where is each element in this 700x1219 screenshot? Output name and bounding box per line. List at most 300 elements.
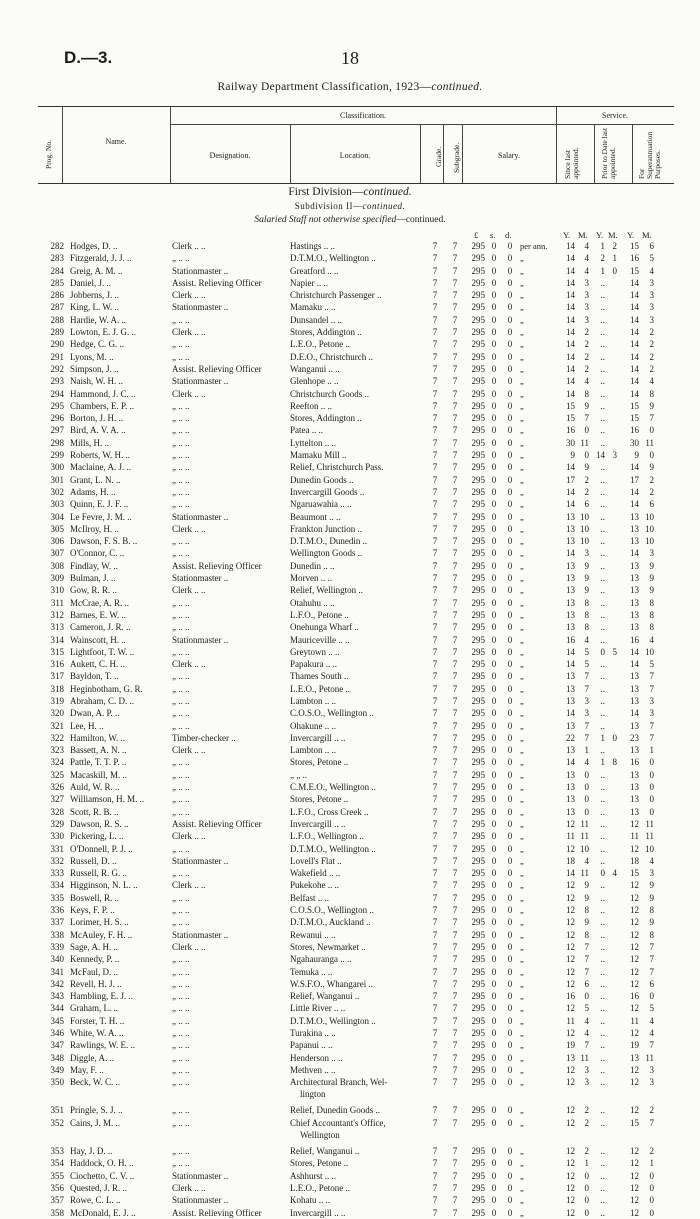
designation: Clerk .. .. [172,831,206,842]
designation: Clerk .. .. [172,659,206,670]
unit-y1: Y. [563,230,571,240]
grade: 7 [432,646,438,657]
staff-name: Russell, D. .. [70,855,117,866]
prog-no: 317 [50,671,64,682]
location: Stores, Petone .. [290,757,349,768]
super-months: 8 [649,597,654,608]
subgrade: 7 [452,585,458,596]
designation: Stationmaster .. [172,1195,229,1206]
since-last-years: 14 [566,486,575,497]
prog-no: 290 [50,339,64,350]
salary-period: „ [520,388,524,399]
table-row [0,879,700,891]
salary-period: „ [520,376,524,387]
location: L.E.O., Petone .. [290,1182,350,1193]
prog-no: 314 [50,634,64,645]
grade: 7 [432,388,438,399]
prog-no: 300 [50,462,64,473]
prior-years: .. [600,1015,605,1026]
subgrade: 7 [452,732,458,743]
subgrade: 7 [452,671,458,682]
since-last-years: 12 [566,1117,575,1128]
location: C.O.S.O., Wellington .. [290,708,374,719]
salary-shillings: 0 [491,585,497,596]
subgrade: 7 [452,339,458,350]
salary-pence: 0 [507,1195,513,1206]
salary-shillings: 0 [491,486,497,497]
super-months: 0 [649,1170,654,1181]
prog-no: 303 [50,499,64,510]
salary-pence: 0 [507,843,513,854]
designation: Stationmaster .. [172,265,229,276]
salary-shillings: 0 [491,782,497,793]
prog-no: 336 [50,905,64,916]
since-last-years: 14 [566,290,575,301]
salary-shillings: 0 [491,929,497,940]
salary-period: „ [520,769,524,780]
salary-pounds: 295 [471,499,485,510]
subgrade: 7 [452,1064,458,1075]
table-row [0,929,700,941]
designation: „ .. .. [172,1040,190,1051]
subgrade: 7 [452,548,458,559]
prog-no: 331 [50,843,64,854]
table-row [0,338,700,350]
since-last-years: 12 [566,1207,575,1218]
salary-shillings: 0 [491,609,497,620]
since-last-months: 9 [584,573,589,584]
since-last-years: 12 [566,1077,575,1088]
designation: „ .. .. [172,474,190,485]
subgrade: 7 [452,314,458,325]
salary-pounds: 295 [471,720,485,731]
super-years: 30 [630,437,639,448]
since-last-years: 16 [566,634,575,645]
grade: 7 [432,1207,438,1218]
grade: 7 [432,290,438,301]
prior-years: .. [600,376,605,387]
super-years: 14 [630,486,639,497]
subgrade: 7 [452,757,458,768]
location: Dunedin .. .. [290,560,335,571]
since-last-months: 9 [584,917,589,928]
location: Turakina .. .. [290,1028,336,1038]
grade: 7 [432,880,438,891]
salary-pounds: 295 [471,634,485,645]
prog-no: 305 [50,523,64,534]
designation: Stationmaster .. [172,511,229,522]
since-last-months: 0 [584,806,589,817]
table-row [0,449,700,461]
grade: 7 [432,671,438,682]
location: Belfast .. .. [290,892,329,903]
prior-years: .. [600,1146,605,1157]
salary-pounds: 295 [471,413,485,424]
salary-pounds: 295 [471,425,485,436]
salary-pounds: 295 [471,917,485,928]
salary-pence: 0 [507,536,513,547]
grade: 7 [432,425,438,436]
salary-shillings: 0 [491,806,497,817]
subgrade: 7 [452,363,458,374]
since-last-months: 9 [584,400,589,411]
salary-period: „ [520,695,524,706]
salary-period: „ [520,1207,524,1218]
since-last-months: 6 [584,978,589,989]
subgrade: 7 [452,769,458,780]
super-years: 12 [630,1158,639,1169]
salary-pence: 0 [507,818,513,829]
subgrade: 7 [452,253,458,264]
salary-shillings: 0 [491,831,497,842]
since-last-years: 12 [566,1146,575,1157]
prior-years: .. [600,1064,605,1075]
salary-shillings: 0 [491,302,497,313]
super-months: 7 [649,683,654,694]
since-last-years: 14 [566,646,575,657]
since-last-years: 13 [566,769,575,780]
staff-name: Hambling, E. J. .. [70,991,133,1002]
since-last-years: 14 [566,351,575,362]
header-designation: Designation. [209,151,251,160]
designation: „ .. .. [172,437,190,448]
prior-years: .. [600,880,605,891]
super-years: 16 [630,757,639,768]
grade: 7 [432,302,438,313]
table-row [0,437,700,449]
salary-pounds: 295 [471,843,485,854]
staff-name: McIlroy, H. .. [70,523,119,534]
prog-no: 310 [50,585,64,596]
table-row [0,1064,700,1076]
super-years: 12 [630,905,639,916]
header-since-last: Since last appointed. [563,147,580,179]
prior-months: 5 [612,646,617,657]
location: Wakefield .. .. [290,868,341,879]
salary-shillings: 0 [491,966,497,977]
location: Ashhurst .. .. [290,1170,337,1181]
table-row [0,474,700,486]
location: Stores, Addington .. [290,413,362,424]
header-location: Location. [339,151,371,160]
super-months: 9 [649,880,654,891]
salary-pence: 0 [507,659,513,670]
prior-years: .. [600,991,605,1002]
designation: „ .. .. [172,351,190,362]
salary-pence: 0 [507,720,513,731]
super-years: 15 [630,241,639,251]
staff-name: Bayldon, T. .. [70,671,119,682]
since-last-years: 14 [566,277,575,288]
salary-shillings: 0 [491,855,497,866]
designation: „ .. .. [172,1015,190,1026]
prior-years: .. [600,806,605,817]
since-last-years: 15 [566,400,575,411]
prior-years: .. [600,794,605,805]
since-last-years: 12 [566,892,575,903]
prior-months: 1 [612,253,617,264]
super-years: 12 [630,1105,639,1116]
table-row [0,1117,700,1141]
subgrade: 7 [452,609,458,620]
location: Papanui .. .. [290,1040,333,1051]
prog-no: 355 [50,1170,64,1181]
location-cont: lington [300,1089,326,1100]
super-years: 9 [634,450,639,461]
super-months: 5 [649,659,654,670]
staff-name: Hardie, W. A. .. [70,314,126,325]
super-years: 12 [630,892,639,903]
salary-shillings: 0 [491,450,497,461]
location: Relief, Christchurch Pass. [290,462,384,473]
designation: „ .. .. [172,905,190,916]
staff-name: Barnes, E. W. .. [70,609,126,620]
table-row [0,1052,700,1064]
location: Wellington Goods .. [290,548,363,559]
table-row [0,1015,700,1027]
grade: 7 [432,622,438,633]
since-last-years: 12 [566,954,575,965]
prior-years: .. [600,585,605,596]
salary-period: „ [520,1117,524,1128]
subgrade: 7 [452,1182,458,1193]
location: Ngaruawahia .. .. [290,499,352,510]
since-last-years: 13 [566,695,575,706]
since-last-months: 2 [584,327,589,338]
location: Morven .. .. [290,573,332,584]
salary-period: „ [520,314,524,325]
prior-months: 0 [612,265,617,276]
salary-pence: 0 [507,609,513,620]
since-last-years: 12 [566,818,575,829]
staff-name: Graham, L. .. [70,1003,118,1014]
since-last-months: 3 [584,314,589,325]
salary-pounds: 295 [471,1040,485,1051]
prior-years: 1 [600,757,605,768]
designation: Stationmaster .. [172,929,229,940]
salary-shillings: 0 [491,634,497,645]
since-last-months: 11 [580,868,589,879]
staff-heading: Salaried Staff not otherwise specified—continued. [254,215,446,225]
salary-pence: 0 [507,560,513,571]
salary-pounds: 295 [471,302,485,313]
prior-months: 2 [612,241,617,251]
designation: Clerk .. .. [172,880,206,891]
since-last-months: 3 [584,708,589,719]
subgrade: 7 [452,991,458,1002]
super-months: 0 [649,1207,654,1218]
table-row [0,523,700,535]
staff-name: Diggle, A. .. [70,1052,114,1063]
since-last-months: 3 [584,548,589,559]
staff-name: Lightfoot, T. W. .. [70,646,135,657]
prog-no: 338 [50,929,64,940]
since-last-years: 14 [566,548,575,559]
super-months: 11 [645,831,654,842]
staff-name: King, L. W. .. [70,302,120,313]
salary-shillings: 0 [491,1105,497,1116]
prior-months: 0 [612,732,617,743]
salary-pounds: 295 [471,560,485,571]
subgrade: 7 [452,843,458,854]
table-row [0,326,700,338]
prog-no: 312 [50,609,64,620]
salary-pence: 0 [507,1077,513,1088]
since-last-years: 16 [566,425,575,436]
since-last-months: 7 [584,1040,589,1051]
designation: Clerk .. .. [172,290,206,301]
salary-shillings: 0 [491,708,497,719]
designation: Clerk .. .. [172,745,206,756]
since-last-months: 8 [584,609,589,620]
salary-pence: 0 [507,646,513,657]
super-months: 8 [649,905,654,916]
designation: „ .. .. [172,339,190,350]
grade: 7 [432,376,438,387]
salary-pence: 0 [507,978,513,989]
since-last-years: 13 [566,523,575,534]
location: D.T.M.O., Auckland .. [290,917,371,928]
since-last-years: 19 [566,1040,575,1051]
prog-no: 344 [50,1003,64,1014]
grade: 7 [432,892,438,903]
designation: Timber-checker .. [172,732,236,743]
salary-pence: 0 [507,327,513,338]
designation: „ .. .. [172,966,190,977]
subgrade: 7 [452,536,458,547]
subgrade: 7 [452,880,458,891]
super-years: 14 [630,277,639,288]
salary-pounds: 295 [471,290,485,301]
grade: 7 [432,1028,438,1038]
staff-name: Hay, J. D. .. [70,1146,113,1157]
prior-years: .. [600,818,605,829]
prog-no: 357 [50,1195,64,1206]
super-years: 13 [630,671,639,682]
salary-period: „ [520,609,524,620]
since-last-years: 13 [566,585,575,596]
page-reference: D.—3. [64,48,113,67]
table-row [0,744,700,756]
since-last-months: 9 [584,462,589,473]
since-last-months: 4 [584,253,589,264]
location: Chief Accountant's Office, [290,1117,386,1128]
grade: 7 [432,806,438,817]
salary-shillings: 0 [491,954,497,965]
location: „ „ .. [290,769,307,780]
prior-years: .. [600,363,605,374]
table-row [0,904,700,916]
salary-period: „ [520,1146,524,1157]
subgrade: 7 [452,241,458,251]
since-last-months: 4 [584,265,589,276]
salary-pence: 0 [507,794,513,805]
subgrade: 7 [452,1015,458,1026]
prog-no: 327 [50,794,64,805]
super-years: 13 [630,573,639,584]
salary-period: „ [520,929,524,940]
since-last-years: 16 [566,991,575,1002]
subgrade: 7 [452,818,458,829]
prog-no: 330 [50,831,64,842]
prog-no: 329 [50,818,64,829]
staff-name: Lyons, M. .. [70,351,114,362]
salary-shillings: 0 [491,1182,497,1193]
designation: „ .. .. [172,757,190,768]
staff-name: Quested, J. R. .. [70,1182,127,1193]
since-last-months: 7 [584,720,589,731]
grade: 7 [432,585,438,596]
since-last-years: 14 [566,302,575,313]
salary-pounds: 295 [471,327,485,338]
grade: 7 [432,634,438,645]
salary-pounds: 295 [471,277,485,288]
prior-years: .. [600,1040,605,1051]
super-years: 13 [630,794,639,805]
table-row [0,301,700,313]
designation: „ .. .. [172,978,190,989]
since-last-months: 4 [584,855,589,866]
staff-name: Rowe, C. L. .. [70,1195,121,1206]
prog-no: 342 [50,978,64,989]
super-months: 0 [649,782,654,793]
super-years: 14 [630,548,639,559]
location: Christchurch Passenger .. [290,290,382,301]
salary-pence: 0 [507,573,513,584]
super-years: 13 [630,560,639,571]
subgrade: 7 [452,966,458,977]
subgrade: 7 [452,474,458,485]
grade: 7 [432,486,438,497]
super-years: 14 [630,462,639,473]
staff-name: Pickering, L. .. [70,831,124,842]
since-last-months: 10 [580,511,589,522]
prog-no: 321 [50,720,64,731]
super-years: 13 [630,720,639,731]
salary-shillings: 0 [491,917,497,928]
staff-name: Williamson, H. M. .. [70,794,145,805]
since-last-years: 12 [566,1003,575,1014]
super-years: 13 [630,523,639,534]
since-last-months: 3 [584,1064,589,1075]
subgrade: 7 [452,831,458,842]
salary-period: „ [520,843,524,854]
staff-name: O'Donnell, P. J. .. [70,843,133,854]
salary-pounds: 295 [471,573,485,584]
salary-pence: 0 [507,265,513,276]
subgrade: 7 [452,905,458,916]
staff-name: Dawson, R. S. .. [70,818,129,829]
salary-pence: 0 [507,314,513,325]
salary-shillings: 0 [491,425,497,436]
super-months: 3 [649,695,654,706]
location: L.E.O., Petone .. [290,339,350,350]
designation: „ .. .. [172,486,190,497]
staff-name: Hodges, D. .. [70,241,118,251]
prior-years: .. [600,437,605,448]
subgrade: 7 [452,302,458,313]
since-last-months: 5 [584,659,589,670]
since-last-years: 13 [566,511,575,522]
staff-name: Heginbotham, G. R. [70,683,143,694]
since-last-months: 2 [584,339,589,350]
salary-period: „ [520,351,524,362]
prog-no: 313 [50,622,64,633]
since-last-months: 0 [584,1207,589,1218]
salary-pounds: 295 [471,782,485,793]
salary-pounds: 295 [471,363,485,374]
location: Dunedin Goods .. [290,474,354,485]
